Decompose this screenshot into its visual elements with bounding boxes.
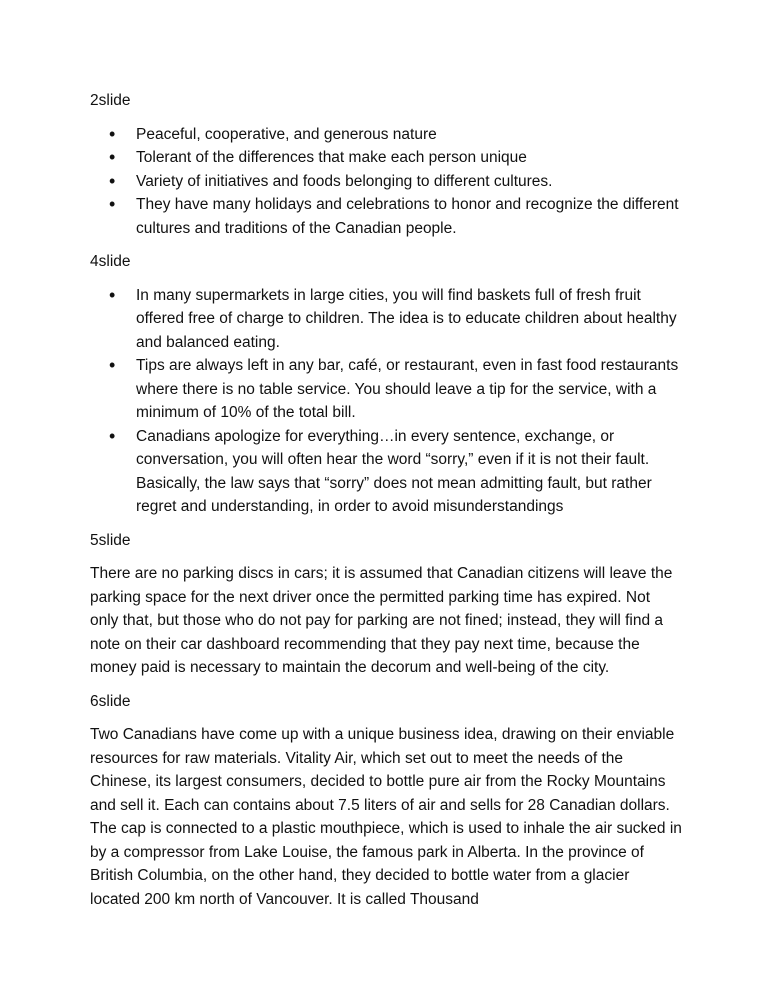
slide-heading-5: 5slide [90,531,131,549]
slide-4-bullet-list [90,284,682,519]
list-item: • Canadians apologize for everything…in every sentence, exchange, or conversation, you will often hear the word “sorry,” even if it is not their fault. Basically, the law says that “sorry” does not mean admitting fault, but rather regret and understanding, in order to avoid misunderstandings [90,425,682,519]
list-item: • Tolerant of the differences that make each person unique [90,146,682,170]
list-item: • In many supermarkets in large cities, you will find baskets full of fresh fruit offered free of charge to children. The idea is to educate children about healthy and balanced eating. [90,284,682,355]
list-item: • Variety of initiatives and foods belonging to different cultures. [90,170,682,194]
slide-heading-4: 4slide [90,253,131,270]
list-item: • Tips are always left in any bar, café, or restaurant, even in fast food restaurants where there is no table service. You should leave a tip for the service, with a minimum of 10% of the total bill. [90,354,682,425]
list-item: • They have many holidays and celebrations to honor and recognize the different cultures and traditions of the Canadian people. [90,193,682,240]
list-item: • Peaceful, cooperative, and generous nature [90,123,682,147]
slide-heading-2: 2slide [90,92,131,109]
slide-5-paragraph: There are no parking discs in cars; it is assumed that Canadian citizens will leave the parking space for the next driver once the permitted parking time has expired. Not only that, but those who do not pay for parking are not fined; instead, they will find a note on their car dashboard recommending that they pay next time, because the money paid is necessary to maintain the decorum and well-being of the city. [90,565,673,676]
slide-6-paragraph: Two Canadians have come up with a unique business idea, drawing on their enviable resources for raw materials. Vitality Air, which set out to meet the needs of the Chinese, its largest consumers, decided to bottle pure air from the Rocky Mountains and sell it. Each can contains about 7.5 liters of air and sells for 28 Canadian dollars. The cap is connected to a plastic mouthpiece, which is used to inhale the air sucked in by a compressor from Lake Louise, the famous park in Alberta. In the province of British Columbia, on the other hand, they decided to bottle water from a glacier located 200 km north of Vancouver. It is called Thousand [90,726,682,908]
slide-2-bullet-list [90,123,682,241]
slide-heading-6: 6slide [90,692,131,710]
document-page [90,89,682,921]
